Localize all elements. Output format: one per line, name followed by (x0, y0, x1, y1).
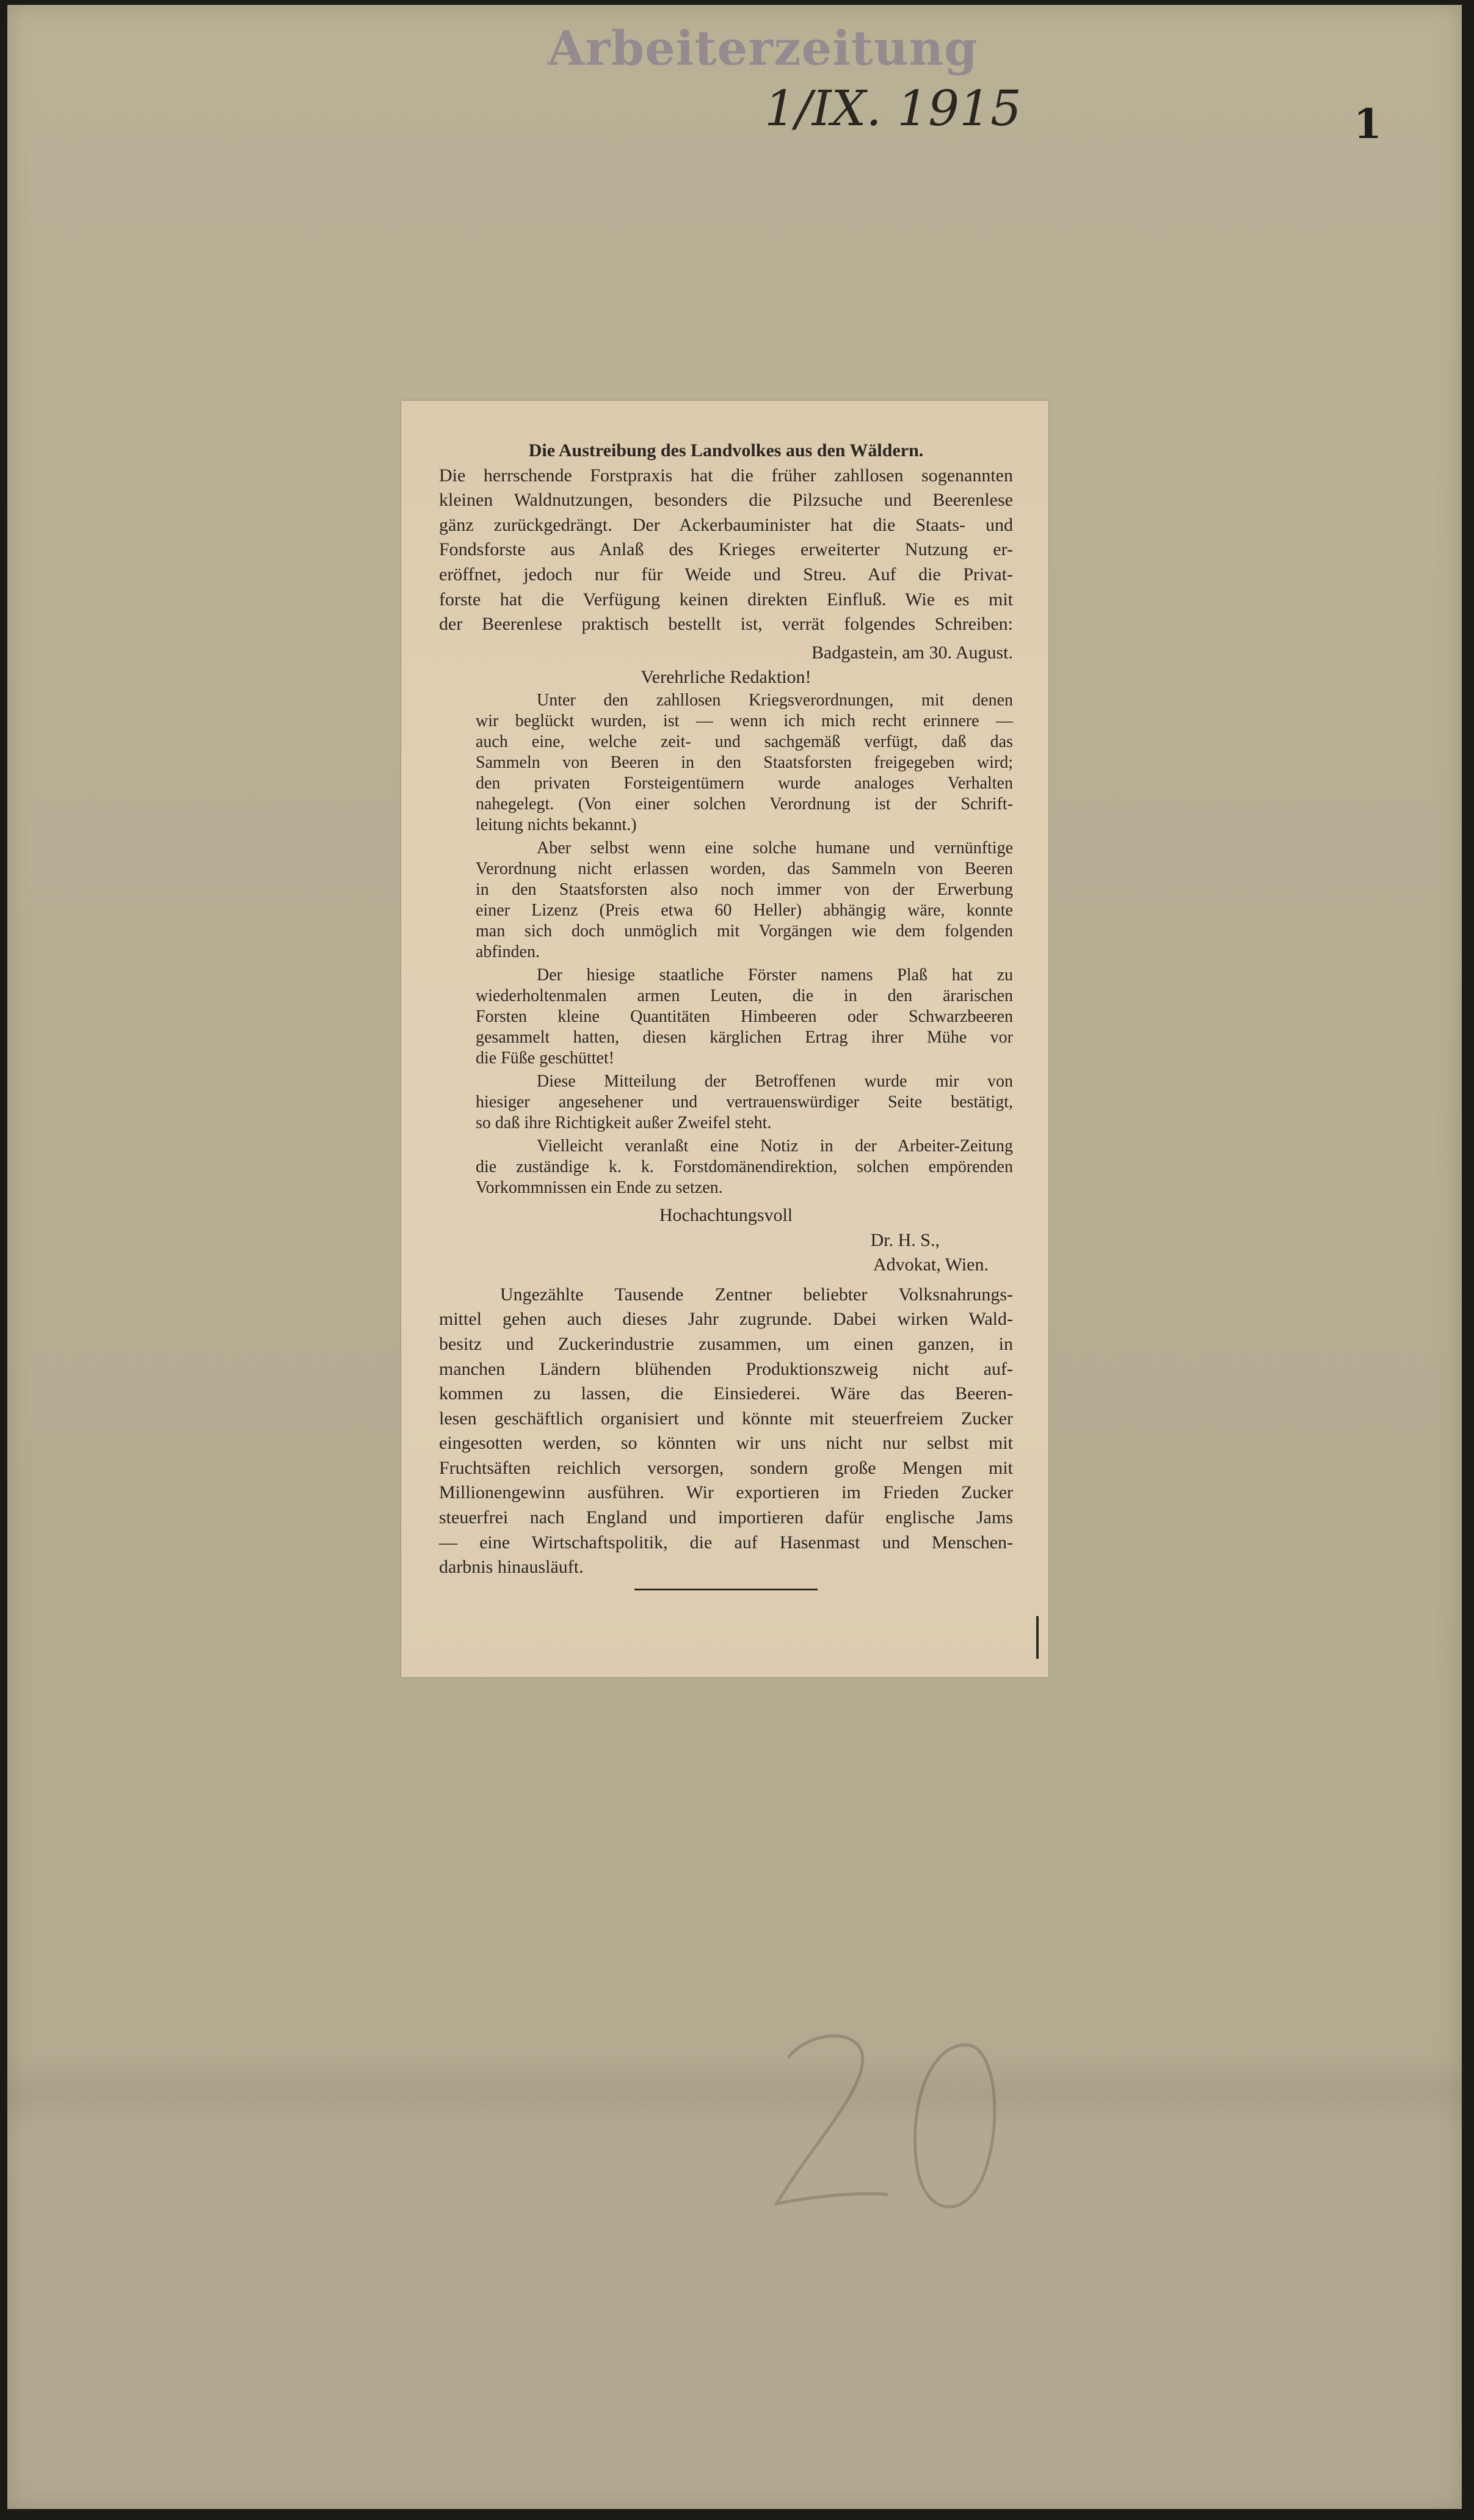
letter-line: in den Staatsforsten also noch immer von der Erwerbung (476, 879, 1013, 899)
letter-line: man sich doch unmöglich mit Vorgängen wie dem folgenden (476, 921, 1013, 941)
letter-line: Forsten kleine Quantitäten Himbeeren oder Schwarzbeeren (476, 1007, 1013, 1026)
letter-paragraph (476, 1071, 1013, 1134)
letter-line: die zuständige k. k. Forstdomänendirektion, solchen empörenden (476, 1157, 1013, 1176)
letter-line: Diese Mitteilung der Betroffenen wurde mir von (537, 1071, 1013, 1091)
letter-line: die Füße geschüttet! (476, 1048, 615, 1068)
outro-line: Millionengewinn ausführen. Wir exportieren im Frieden Zucker (439, 1482, 1013, 1503)
intro-line: forste hat die Verfügung keinen direkten Einfluß. Wie es mit (439, 589, 1013, 610)
intro-line: der Beerenlese praktisch bestellt ist, verrät folgendes Schreiben: (439, 614, 1013, 635)
outro-line: darbnis hinausläuft. (439, 1557, 584, 1578)
article-intro (439, 464, 1013, 637)
letter-line: wir beglückt wurden, ist — wenn ich mich recht erinnere — (476, 711, 1013, 730)
letter-line: leitung nichts bekannt.) (476, 815, 637, 834)
archive-sheet (7, 5, 1462, 2509)
outro-line: steuerfrei nach England und importieren dafür englische Jams (439, 1507, 1013, 1528)
letter-line: hiesiger angesehener und vertrauenswürdiger Seite bestätigt, (476, 1092, 1013, 1112)
letter-line: Vorkommnissen ein Ende zu setzen. (476, 1178, 723, 1197)
letter-signature-title: Advokat, Wien. (873, 1255, 989, 1275)
letter-line: abfinden. (476, 942, 540, 961)
letter-line: den privaten Forsteigentümern wurde analoges Verhalten (476, 773, 1013, 793)
article-headline: Die Austreibung des Landvolkes aus den Wäldern. (528, 440, 924, 461)
pencil-digit-2 (777, 2036, 887, 2204)
intro-line: eröffnet, jedoch nur für Weide und Streu. Auf die Privat- (439, 564, 1013, 584)
letter-paragraph (476, 965, 1013, 1069)
outro-line: — eine Wirtschaftspolitik, die auf Hasenmast und Menschen- (439, 1532, 1013, 1553)
letter-line: Sammeln von Beeren in den Staatsforsten freigegeben wird; (476, 752, 1013, 772)
letter-line: Verordnung nicht erlassen worden, das Sammeln von Beeren (476, 859, 1013, 878)
letter-line: wiederholtenmalen armen Leuten, die in den ärarischen (476, 986, 1013, 1005)
outro-line: besitz und Zuckerindustrie zusammen, um einen ganzen, in (439, 1333, 1013, 1354)
letter-line: so daß ihre Richtigkeit außer Zweifel steht. (476, 1113, 772, 1132)
newspaper-clipping (401, 401, 1048, 1677)
letter-paragraph (476, 1136, 1013, 1198)
page-number: 1 (1354, 100, 1382, 148)
outro-line: Fruchtsäften reichlich versorgen, sondern große Mengen mit (439, 1457, 1013, 1478)
letter-salutation: Verehrliche Redaktion! (641, 667, 811, 688)
letter-line: auch eine, welche zeit- und sachgemäß verfügt, daß das (476, 732, 1013, 751)
margin-mark (1036, 1616, 1039, 1659)
pencil-digit-0 (915, 2045, 995, 2207)
letter-closing: Hochachtungsvoll (659, 1204, 793, 1225)
outro-line: lesen geschäftlich organisiert und könnte mit steuerfreiem Zucker (439, 1408, 1013, 1429)
pencil-number-mark (764, 2011, 1021, 2240)
article-outro (439, 1283, 1013, 1580)
letter-line: Aber selbst wenn eine solche humane und vernünftige (537, 838, 1013, 858)
intro-line: kleinen Waldnutzungen, besonders die Pilzsuche und Beerenlese (439, 490, 1013, 511)
handwritten-date: 1/IX. 1915 (764, 80, 1022, 137)
intro-line: Die herrschende Forstpraxis hat die früher zahllosen sogenannten (439, 465, 1013, 486)
outro-line: kommen zu lassen, die Einsiederei. Wäre das Beeren- (439, 1383, 1013, 1404)
letter-line: einer Lizenz (Preis etwa 60 Heller) abhängig wäre, konnte (476, 900, 1013, 920)
outro-line: Ungezählte Tausende Zentner beliebter Volksnahrungs- (500, 1284, 1013, 1305)
outro-line: manchen Ländern blühenden Produktionszweig nicht auf- (439, 1358, 1013, 1379)
letter-body (439, 690, 1013, 1198)
letter-line: Der hiesige staatliche Förster namens Plaß hat zu (537, 965, 1013, 985)
newspaper-stamp: Arbeiterzeitung (548, 21, 978, 76)
letter-paragraph (476, 838, 1013, 963)
letter-line: gesammelt hatten, diesen kärglichen Ertrag ihrer Mühe vor (476, 1027, 1013, 1047)
closing-rule (634, 1589, 818, 1590)
intro-line: gänz zurückgedrängt. Der Ackerbauminister hat die Staats- und (439, 514, 1013, 535)
letter-line: Vielleicht veranlaßt eine Notiz in der Arbeiter-Zeitung (537, 1136, 1013, 1156)
letter-place-date: Badgastein, am 30. August. (811, 642, 1013, 663)
outro-line: eingesotten werden, so könnten wir uns nicht nur selbst mit (439, 1433, 1013, 1454)
letter-line: Unter den zahllosen Kriegsverordnungen, mit denen (537, 690, 1013, 710)
outro-line: mittel gehen auch dieses Jahr zugrunde. Dabei wirken Wald- (439, 1309, 1013, 1330)
letter-signature: Dr. H. S., (870, 1229, 940, 1250)
letter-paragraph (476, 690, 1013, 836)
letter-line: nahegelegt. (Von einer solchen Verordnung ist der Schrift- (476, 794, 1013, 814)
intro-line: Fondsforste aus Anlaß des Krieges erweiterter Nutzung er- (439, 539, 1013, 560)
pencil-mark-text: 20 (764, 2011, 777, 2023)
